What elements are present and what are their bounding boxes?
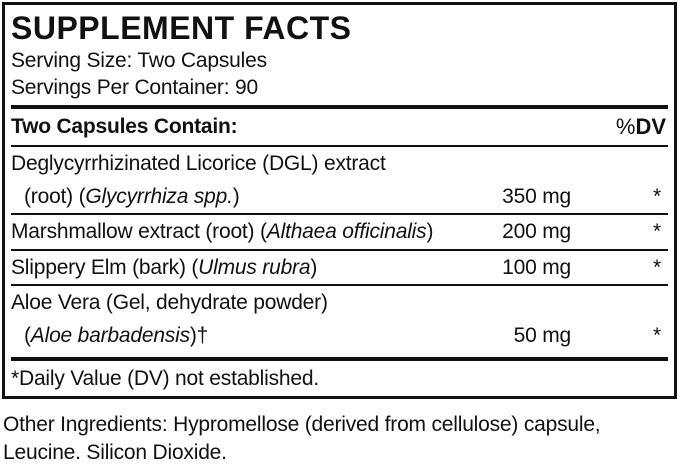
table-row bbox=[11, 286, 668, 352]
ingredient-name: Aloe Vera (Gel, dehydrate powder) bbox=[11, 291, 328, 314]
ingredient-line bbox=[11, 215, 668, 249]
ingredient-amount: 100 mg bbox=[502, 256, 571, 279]
ingredient-amount: 350 mg bbox=[502, 185, 571, 208]
contains-label: Two Capsules Contain: bbox=[11, 115, 238, 138]
table-header-row bbox=[11, 109, 668, 145]
table-row bbox=[11, 147, 668, 213]
dv-label: DV bbox=[635, 114, 666, 139]
ingredient-name: Slippery Elm (bark) (Ulmus rubra) bbox=[11, 256, 318, 279]
ingredient-dv: * bbox=[653, 256, 661, 279]
ingredient-name: Marshmallow extract (root) (Althaea officinalis) bbox=[11, 220, 434, 243]
servings-per-container: Servings Per Container: 90 bbox=[11, 76, 258, 99]
other-ingredients-line1: Other Ingredients: Hypromellose (derived from cellulose) capsule, bbox=[3, 413, 601, 436]
ingredient-amount: 50 mg bbox=[513, 324, 571, 347]
supplement-facts-panel bbox=[2, 2, 677, 399]
ingredient-name: Deglycyrrhizinated Licorice (DGL) extract bbox=[11, 152, 386, 175]
serving-size: Serving Size: Two Capsules bbox=[11, 49, 267, 72]
ingredient-name: (Aloe barbadensis)† bbox=[24, 324, 209, 347]
table-row bbox=[11, 215, 668, 249]
other-ingredients-line2: Leucine. Silicon Dioxide. bbox=[3, 441, 227, 464]
dv-column-header bbox=[616, 114, 668, 140]
ingredient-line bbox=[11, 286, 668, 319]
ingredient-amount: 200 mg bbox=[502, 220, 571, 243]
ingredient-line bbox=[11, 180, 668, 213]
panel-title: SUPPLEMENT FACTS bbox=[11, 10, 352, 46]
ingredient-name: (root) (Glycyrrhiza spp.) bbox=[24, 185, 240, 208]
ingredient-line bbox=[11, 147, 668, 180]
ingredient-dv: * bbox=[653, 185, 661, 208]
table-row bbox=[11, 251, 668, 284]
dv-footnote: *Daily Value (DV) not established. bbox=[11, 367, 319, 390]
percent-sign: % bbox=[615, 114, 636, 139]
other-ingredients bbox=[3, 411, 679, 467]
ingredient-line bbox=[11, 319, 668, 352]
ingredient-dv: * bbox=[653, 324, 661, 347]
ingredient-line bbox=[11, 251, 668, 284]
ingredient-dv: * bbox=[653, 220, 661, 243]
